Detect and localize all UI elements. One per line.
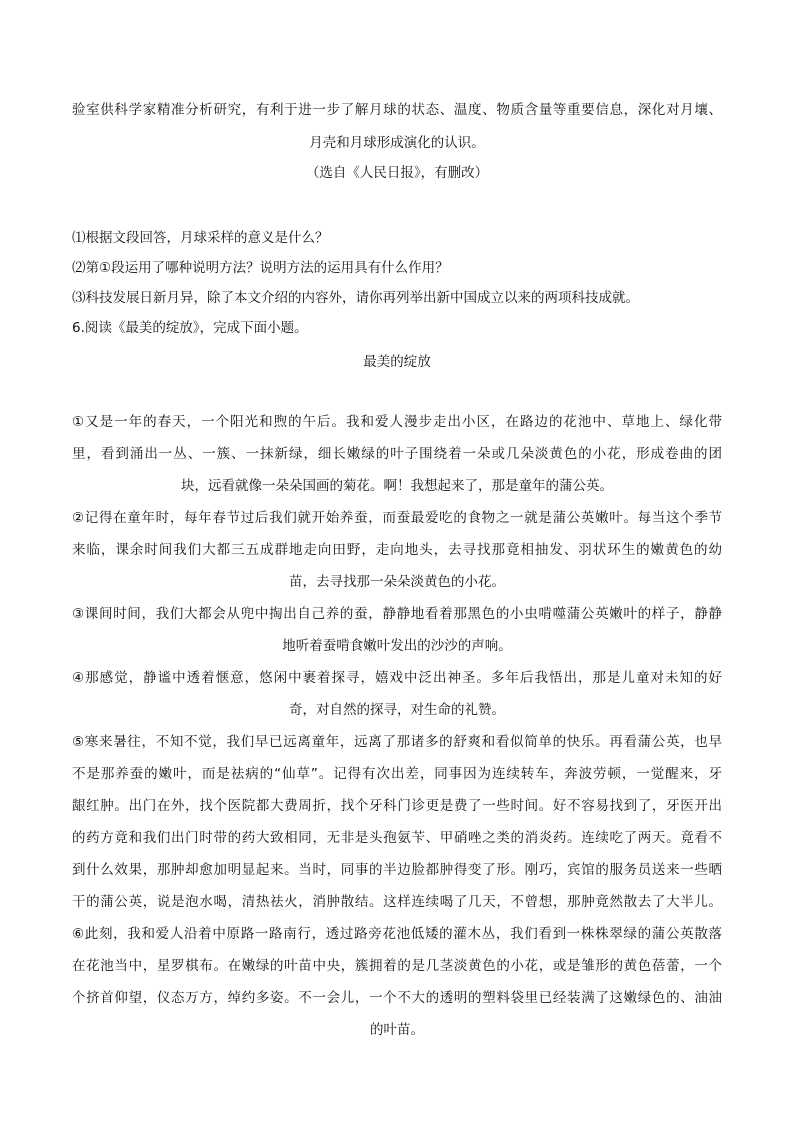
question-1: ⑴根据文段回答，月球采样的意义是什么？ xyxy=(72,230,329,246)
paragraph-5-line: 龈红肿。出门在外，找个医院都大费周折，找个牙科门诊更是费了一些时间。好不容易找到了，牙医开出 xyxy=(72,798,722,814)
paragraph-6-line: ⑥此刻，我和爱人沿着中原路一路南行，透过路旁花池低矮的灌木丛，我们看到一株株翠绿的蒲公英散落 xyxy=(72,926,722,942)
question-2: ⑵第①段运用了哪种说明方法？说明方法的运用具有什么作用？ xyxy=(72,260,449,276)
paragraph-2-line: 来临，课余时间我们大都三五成群地走向田野，走向地头，去寻找那竟相抽发、羽状环生的嫩黄色的幼 xyxy=(72,542,722,558)
passage-line: 月壳和月球形成演化的认识。 xyxy=(309,135,485,151)
paragraph-5-line: 到什么效果，那肿却愈加明显起来。当时，同事的半边脸都肿得变了形。刚巧，宾馆的服务员送来一些晒 xyxy=(72,862,722,878)
paragraph-6-line: 个挤首仰望，仪态万方，绰约多姿。不一会儿，一个不大的透明的塑料袋里已经装满了这嫩绿色的、油油 xyxy=(72,990,722,1006)
source-citation: （选自《人民日报》，有删改） xyxy=(305,165,489,181)
paragraph-4-line: ④那感觉，静谧中透着惬意，悠闲中裹着探寻，嬉戏中泛出神圣。多年后我悟出，那是儿童对未知的好 xyxy=(72,670,722,686)
paragraph-6-line: 的叶苗。 xyxy=(370,1022,424,1038)
paragraph-5-line: ⑤寒来暑往，不知不觉，我们早已远离童年，远离了那诸多的舒爽和看似简单的快乐。再看蒲公英，也早 xyxy=(72,734,722,750)
paragraph-2-line: 苗，去寻找那一朵朵淡黄色的小花。 xyxy=(289,574,505,590)
question-3: ⑶科技发展日新月异，除了本文介绍的内容外，请你再列举出新中国成立以来的两项科技成就。 xyxy=(72,290,639,306)
paragraph-5-line: 不是那养蚕的嫩叶，而是祛病的“仙草”。记得有次出差，同事因为连续转车，奔波劳顿，一觉醒来，牙 xyxy=(72,766,722,782)
paragraph-5-line: 干的蒲公英，说是泡水喝，清热祛火，消肿散结。这样连续喝了几天，不曾想，那肿竟然散去了大半儿。 xyxy=(72,894,722,910)
article-title: 最美的绽放 xyxy=(363,354,431,370)
paragraph-4-line: 奇，对自然的探寻，对生命的礼赞。 xyxy=(289,702,505,718)
paragraph-1-line: 块，远看就像一朵朵国画的菊花。啊！我想起来了，那是童年的蒲公英。 xyxy=(181,478,613,494)
paragraph-3-line: ③课间时间，我们大都会从兜中掏出自己养的蚕，静静地看着那黑色的小虫啃噬蒲公英嫩叶的样子，静静 xyxy=(72,606,722,622)
paragraph-5-line: 的药方竟和我们出门时带的药大致相同，无非是头孢氨苄、甲硝唑之类的消炎药。连续吃了两天。竟看不 xyxy=(72,830,722,846)
paragraph-3-line: 地听着蚕啃食嫩叶发出的沙沙的声响。 xyxy=(282,638,512,654)
paragraph-1-line: ①又是一年的春天，一个阳光和煦的午后。我和爱人漫步走出小区，在路边的花池中、草地上、绿化带 xyxy=(72,414,722,430)
paragraph-6-line: 在花池当中，星罗棋布。在嫩绿的叶苗中央，簇拥着的是几茎淡黄色的小花，或是雏形的黄色蓓蕾，一个 xyxy=(72,958,722,974)
paragraph-2-line: ②记得在童年时，每年春节过后我们就开始养蚕，而蚕最爱吃的食物之一就是蒲公英嫩叶。每当这个季节 xyxy=(72,510,722,526)
passage-line: 验室供科学家精准分析研究，有利于进一步了解月球的状态、温度、物质含量等重要信息，深化对月壤、 xyxy=(72,102,722,118)
paragraph-1-line: 里，看到涌出一丛、一簇、一抹新绿，细长嫩绿的叶子围绕着一朵或几朵淡黄色的小花，形成卷曲的团 xyxy=(72,446,722,462)
item-6-prompt: 6.阅读《最美的绽放》，完成下面小题。 xyxy=(72,320,308,336)
